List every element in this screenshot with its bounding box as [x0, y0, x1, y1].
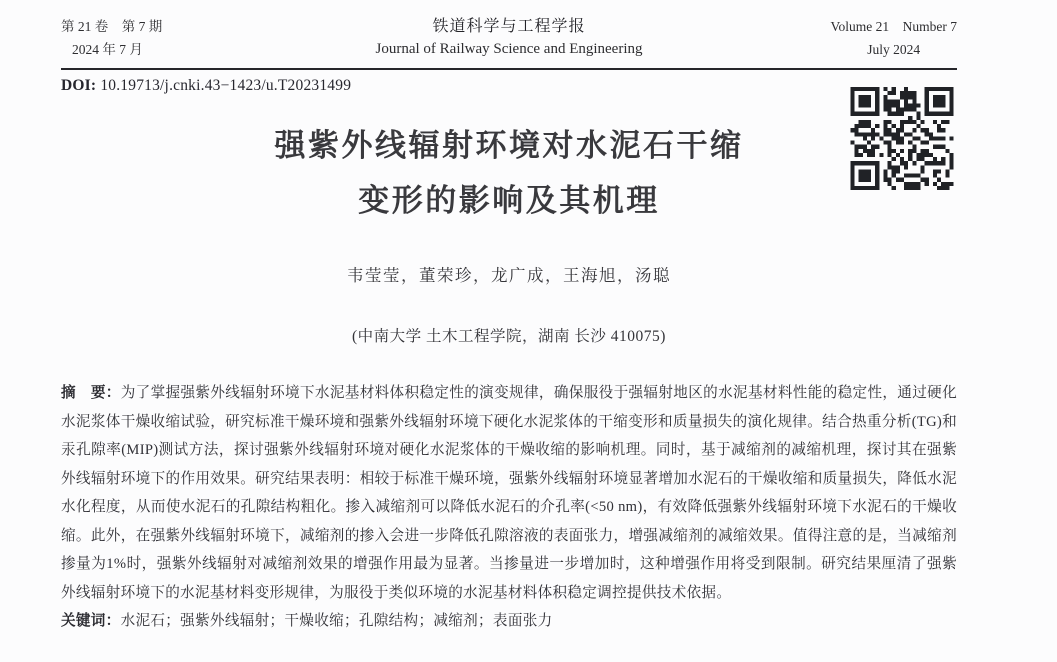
journal-date-en: July 2024: [867, 42, 921, 57]
doi-value: 10.19713/j.cnki.43−1423/u.T20231499: [100, 77, 352, 94]
abstract-label: 摘 要：: [61, 385, 121, 401]
doi-label: DOI:: [61, 77, 97, 94]
article-title-line1: 强紫外线辐射环境对水泥石干缩: [274, 128, 744, 163]
abstract-section: [61, 379, 957, 636]
journal-header-left: [61, 15, 376, 61]
affiliation-line: (中南大学 土木工程学院，湖南 长沙 410075): [352, 328, 666, 345]
abstract-text: 为了掌握强紫外线辐射环境下水泥基材料体积稳定性的演变规律，确保服役于强辐射地区的水泥基材料性能的稳定性，通过硬化水泥浆体干燥收缩试验，研究标准干燥环境和强紫外线辐射环境下硬化水泥浆体的干缩变形和质量损失的演化规律。结合热重分析(TG)和汞孔隙率(MIP)测试方法，探讨强紫外线辐射环境对硬化水泥浆体的干燥收缩的影响机理。同时，基于减缩剂的减缩机理，探讨其在强紫外线辐射环境下的作用效果。研究结果表明：相较于标准干燥环境，强紫外线辐射环境显著增加水泥石的干燥收缩和质量损失，降低水泥水化程度，从而使水泥石的孔隙结构粗化。掺入减缩剂可以降低水泥石的介孔率(<50 nm)，有效降低强紫外线辐射环境下水泥石的干燥收缩。此外，在强紫外线辐射环境下，减缩剂的掺入会进一步降低孔隙溶液的表面张力，增强减缩剂的减缩效果。值得注意的是，当减缩剂掺量为1%时，强紫外线辐射对减缩剂效果的增强作用最为显著。当掺量进一步增加时，这种增强作用将受到限制。研究结果厘清了强紫外线辐射环境下的水泥基材料变形规律，为服役于类似环境的水泥基材料体积稳定调控提供技术依据。: [61, 385, 958, 601]
abstract-paragraph: [61, 379, 957, 607]
journal-date-cn: 2024 年 7 月: [72, 42, 143, 57]
doi-line: [61, 77, 351, 95]
journal-header-right: [643, 15, 958, 61]
keywords-label: 关键词：: [61, 613, 121, 629]
journal-volume-issue-en: Volume 21 Number 7: [830, 19, 957, 34]
journal-title-en: Journal of Railway Science and Engineering: [375, 41, 643, 57]
authors-line: 韦莹莹，董荣珍，龙广成，王海旭，汤聪: [347, 267, 671, 285]
keywords-text: 水泥石；强紫外线辐射；干燥收缩；孔隙结构；减缩剂；表面张力: [120, 613, 553, 629]
journal-title-cn: 铁道科学与工程学报: [432, 18, 586, 35]
journal-header: [61, 15, 957, 70]
article-title-line2: 变形的影响及其机理: [358, 183, 660, 218]
journal-header-center: [376, 15, 643, 61]
journal-volume-issue-cn: 第 21 卷 第 7 期: [61, 19, 163, 34]
article-title: [61, 118, 957, 228]
keywords-line: [61, 607, 957, 636]
